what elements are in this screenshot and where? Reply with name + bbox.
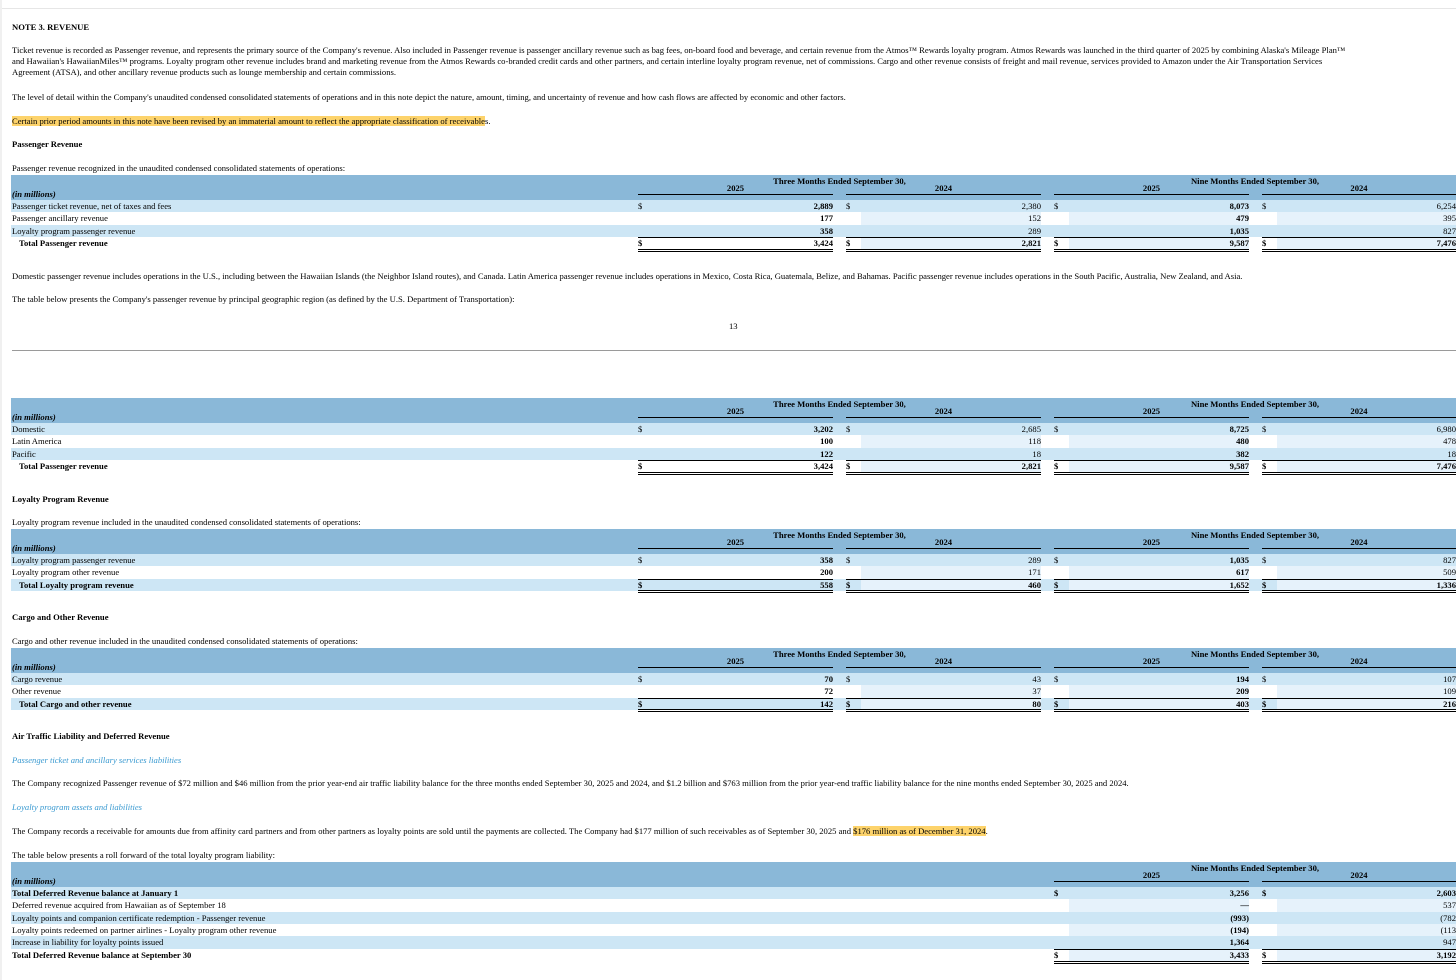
dollar-sign: $: [846, 238, 851, 248]
table-row: [11, 579, 1456, 591]
total-top-rule: [1262, 949, 1456, 950]
total-double-rule-2: [1262, 474, 1456, 475]
value-9m-2025: 209: [1236, 686, 1249, 697]
note-title: NOTE 3. REVENUE: [12, 22, 90, 32]
three-months-header: Three Months Ended September 30,: [773, 530, 906, 540]
total-top-rule: [1054, 949, 1249, 950]
row-label: Loyalty program passenger revenue: [12, 554, 136, 565]
nine-months-header: Nine Months Ended September 30,: [1190, 176, 1320, 186]
revision-highlight: Certain prior period amounts in this note have been revised by an immaterial amount to reflect the appropriate classification of receivable: [12, 116, 485, 126]
dollar-sign: $: [846, 461, 851, 471]
total-top-rule: [846, 460, 1041, 461]
total-double-rule-1: [846, 472, 1041, 473]
total-double-rule-1: [846, 709, 1041, 710]
value-q3-2025: 358: [820, 554, 833, 565]
in-millions-label: (in millions): [12, 662, 56, 673]
value-9m-2024: 509: [1443, 567, 1456, 578]
total-double-rule-2: [1262, 592, 1456, 593]
row-label: Domestic: [12, 423, 45, 434]
year-2025-n: 2025: [1142, 656, 1161, 667]
total-double-rule-2: [1054, 711, 1249, 712]
table-header-year-row: [11, 537, 1456, 554]
row-label: Passenger ancillary revenue: [12, 213, 108, 224]
value-q3-2025: 358: [820, 225, 833, 236]
dollar-sign: $: [846, 698, 851, 709]
year-2025-n-rule: [1054, 881, 1249, 882]
year-2025-n-rule: [1054, 417, 1249, 418]
row-label: Loyalty program other revenue: [12, 567, 120, 578]
value-9m-2025: 9,587: [1229, 238, 1249, 248]
year-2025-q: 2025: [726, 656, 745, 667]
value-9m-2025: 479: [1236, 213, 1249, 224]
value-9m-2024: 947: [1443, 937, 1456, 948]
domestic-note: Domestic passenger revenue includes operations in the U.S., including between the Hawaiian Islands (the Neighbor Island routes), and Canada. Latin America passenger revenue includes operations in Mexico, Costa Rica, Guatemala, Belize, and Bahamas. Pacific passenger revenue includes operations in the South Pacific, Australia, New Zealand, and Asia.: [12, 271, 1243, 281]
total-double-rule-2: [638, 251, 833, 252]
table-row: [11, 448, 1456, 460]
total-double-rule-2: [846, 711, 1041, 712]
value-9m-2025: 480: [1236, 436, 1249, 447]
total-double-rule-2: [638, 474, 833, 475]
intro-line-2: and Hawaiian's HawaiianMiles™ programs. Loyalty program other revenue includes brand and marketing revenue from the Atmos Rewards co-branded credit cards and other partners, and certain interline loyalty program revenue, net of commissions. Cargo and other revenue consists of freight and mail revenue, services provided to Amazon under the Air Transportation Services: [12, 56, 1323, 66]
value-q3-2025: 3,202: [813, 423, 833, 434]
value-q3-2025: 558: [820, 579, 833, 590]
year-2025-n-rule: [1054, 667, 1249, 668]
year-2024-n: 2024: [1350, 183, 1368, 194]
in-millions-label: (in millions): [12, 189, 56, 200]
value-9m-2025: 1,035: [1229, 225, 1249, 236]
total-top-rule: [638, 237, 833, 238]
intro-line-1: Ticket revenue is recorded as Passenger revenue, and represents the primary source of the Company's revenue. Also included in Passenger revenue is passenger ancillary revenue such as bag fees, on-board food and beverage, and certain revenue from the Atmos™ Rewards loyalty program. Atmos Rewards was launched in the third quarter of 2025 by combining Alaska's Mileage Plan™: [12, 45, 1346, 55]
row-label: Passenger ticket revenue, net of taxes and fees: [12, 200, 172, 211]
value-9m-2024: 7,476: [1436, 461, 1456, 471]
year-2024-n: 2024: [1350, 537, 1368, 548]
value-q3-2024: 2,685: [1021, 423, 1041, 434]
dollar-sign: $: [1262, 423, 1267, 434]
year-2024-q: 2024: [934, 537, 953, 548]
total-double-rule-2: [1262, 251, 1456, 252]
table-row: [11, 225, 1456, 237]
value-9m-2024: 107: [1443, 673, 1456, 684]
atl-paragraph-2-end: .: [985, 826, 988, 836]
value-q3-2024: 460: [1028, 579, 1041, 590]
page-break-rule: [12, 350, 1456, 351]
nine-months-header: Nine Months Ended September 30,: [1190, 399, 1320, 409]
year-2025-q: 2025: [726, 183, 745, 194]
year-2024-q-rule: [846, 417, 1041, 418]
row-label: Total Passenger revenue: [19, 238, 108, 248]
year-2024-n-rule: [1262, 194, 1456, 195]
value-q3-2025: 72: [824, 686, 833, 697]
dollar-sign: $: [1262, 698, 1267, 709]
row-label: Deferred revenue acquired from Hawaiian as of September 18: [12, 900, 226, 911]
table-row: [11, 212, 1456, 224]
value-q3-2025: 70: [824, 673, 833, 684]
year-2024-q: 2024: [934, 183, 953, 194]
year-2025-n: 2025: [1142, 537, 1161, 548]
dollar-sign: $: [638, 554, 643, 565]
total-top-rule: [1054, 698, 1249, 699]
total-double-rule-1: [1054, 249, 1249, 250]
atl-paragraph-2: [12, 826, 988, 836]
total-double-rule-1: [1054, 472, 1249, 473]
intro-line-3: Agreement (ATSA), and other ancillary revenue products such as lounge membership and certain commissions.: [12, 67, 396, 77]
table-row: [11, 460, 1456, 472]
value-q3-2024: 2,821: [1021, 461, 1041, 471]
table-row: [11, 554, 1456, 566]
nine-months-header: Nine Months Ended September 30,: [1190, 530, 1320, 540]
row-label: Loyalty program passenger revenue: [12, 225, 136, 236]
row-label: Loyalty points redeemed on partner airlines - Loyalty program other revenue: [12, 925, 277, 935]
passenger-intro: Passenger revenue recognized in the unaudited condensed consolidated statements of operations:: [12, 163, 346, 173]
three-months-header: Three Months Ended September 30,: [773, 176, 906, 186]
total-top-rule: [638, 698, 833, 699]
value-9m-2025: 9,587: [1229, 461, 1249, 471]
value-9m-2025: 1,652: [1229, 579, 1249, 590]
dollar-sign: $: [1054, 238, 1059, 248]
loyalty-heading: Loyalty Program Revenue: [12, 494, 109, 504]
row-label: Increase in liability for loyalty points issued: [12, 937, 164, 948]
year-2025-n: 2025: [1142, 870, 1161, 881]
total-top-rule: [1262, 237, 1456, 238]
three-months-header: Three Months Ended September 30,: [773, 649, 906, 659]
value-q3-2024: 289: [1028, 225, 1041, 236]
loyalty-intro: Loyalty program revenue included in the unaudited condensed consolidated statements of operations:: [12, 517, 361, 527]
row-label: Total Deferred Revenue balance at September 30: [12, 949, 192, 960]
value-q3-2024: 2,380: [1021, 200, 1041, 211]
table-row: [11, 924, 1456, 936]
year-2025-q-rule: [638, 667, 833, 668]
table-row: [11, 423, 1456, 435]
year-2025-n: 2025: [1142, 406, 1161, 417]
passenger-heading: Passenger Revenue: [12, 139, 83, 149]
dollar-sign: $: [1262, 200, 1267, 211]
value-9m-2025: 403: [1236, 698, 1249, 709]
year-2025-q-rule: [638, 194, 833, 195]
value-q3-2025: 142: [820, 698, 833, 709]
total-top-rule: [1262, 698, 1456, 699]
dollar-sign: $: [846, 554, 851, 565]
table-row: [11, 949, 1456, 961]
row-label: Loyalty points and companion certificate redemption - Passenger revenue: [12, 912, 266, 923]
total-top-rule: [1054, 237, 1249, 238]
total-top-rule: [1054, 460, 1249, 461]
dollar-sign: $: [1262, 673, 1267, 684]
dollar-sign: $: [638, 673, 643, 684]
year-2024-q-rule: [846, 548, 1041, 549]
dollar-sign: $: [1262, 887, 1267, 898]
row-label: Total Cargo and other revenue: [19, 698, 132, 709]
total-double-rule-1: [638, 709, 833, 710]
three-months-header: Three Months Ended September 30,: [773, 399, 906, 409]
dollar-sign: $: [1054, 673, 1059, 684]
dollar-sign: $: [1262, 579, 1267, 590]
value-9m-2024: (782: [1440, 912, 1456, 923]
dollar-sign: $: [1054, 949, 1059, 960]
dollar-sign: $: [1262, 238, 1267, 248]
table-row: [11, 698, 1456, 710]
total-double-rule-2: [1054, 963, 1249, 964]
table-row: [11, 237, 1456, 249]
intro-paragraph-2: The level of detail within the Company's unaudited condensed consolidated statements of operations and in this note depict the nature, amount, timing, and uncertainty of revenue and how cash flows are affected by economic and other factors.: [12, 92, 846, 102]
value-9m-2024: 7,476: [1436, 238, 1456, 248]
in-millions-label: (in millions): [12, 543, 56, 554]
value-9m-2025: 617: [1236, 567, 1249, 578]
row-label: Latin America: [12, 436, 62, 447]
value-q3-2025: 2,889: [813, 200, 833, 211]
dollar-sign: $: [846, 423, 851, 434]
table-row: [11, 899, 1456, 911]
region-intro: The table below presents the Company's passenger revenue by principal geographic region (as defined by the U.S. Department of Transportation):: [12, 294, 515, 304]
total-top-rule: [638, 579, 833, 580]
atl-paragraph-2-highlight: $176 million as of December 31, 2024: [853, 826, 986, 836]
row-label: Other revenue: [12, 686, 61, 697]
value-q3-2025: 122: [820, 448, 833, 459]
value-q3-2025: 100: [820, 436, 833, 447]
year-2024-n: 2024: [1350, 870, 1368, 881]
total-double-rule-1: [1262, 590, 1456, 591]
table-row: [11, 673, 1456, 685]
total-double-rule-2: [1262, 963, 1456, 964]
value-9m-2024: 6,980: [1436, 423, 1456, 434]
year-2024-q-rule: [846, 667, 1041, 668]
total-top-rule: [1262, 460, 1456, 461]
year-2024-n: 2024: [1350, 656, 1368, 667]
dollar-sign: $: [638, 698, 643, 709]
table-row: [11, 936, 1456, 948]
nine-months-header: Nine Months Ended September 30,: [1190, 863, 1320, 873]
year-2025-q-rule: [638, 548, 833, 549]
cargo-heading: Cargo and Other Revenue: [12, 612, 109, 622]
row-label: Total Loyalty program revenue: [19, 579, 134, 590]
value-9m-2024: 2,603: [1436, 887, 1456, 898]
table-row: [11, 912, 1456, 924]
total-double-rule-2: [846, 474, 1041, 475]
dollar-sign: $: [1054, 461, 1059, 471]
value-q3-2024: 118: [1028, 436, 1041, 447]
value-9m-2024: 6,254: [1436, 200, 1456, 211]
row-label: Total Deferred Revenue balance at January 1: [12, 887, 179, 898]
dollar-sign: $: [1054, 423, 1059, 434]
page-number: 13: [729, 321, 738, 331]
dollar-sign: $: [1262, 554, 1267, 565]
value-9m-2024: 3,192: [1436, 949, 1456, 960]
dollar-sign: $: [638, 579, 643, 590]
value-9m-2024: 109: [1443, 686, 1456, 697]
value-9m-2024: 478: [1443, 436, 1456, 447]
dollar-sign: $: [1262, 461, 1267, 471]
year-2025-n-rule: [1054, 548, 1249, 549]
total-double-rule-1: [1262, 709, 1456, 710]
total-top-rule: [846, 579, 1041, 580]
year-2024-q: 2024: [934, 656, 953, 667]
total-top-rule: [846, 237, 1041, 238]
value-9m-2025: 8,725: [1229, 423, 1249, 434]
page-left-edge: [0, 0, 2, 980]
total-double-rule-1: [846, 249, 1041, 250]
total-double-rule-2: [1054, 251, 1249, 252]
total-double-rule-1: [1262, 472, 1456, 473]
dollar-sign: $: [846, 673, 851, 684]
year-2025-q: 2025: [726, 406, 745, 417]
total-top-rule: [1054, 579, 1249, 580]
year-2025-n-rule: [1054, 194, 1249, 195]
value-9m-2025: 3,433: [1229, 949, 1249, 960]
atl-paragraph-2-text: The Company records a receivable for amounts due from affinity card partners and from other partners as loyalty points are sold until the payments are collected. The Company had $177 million of such receivables as of September 30, 2025 and: [12, 826, 854, 836]
total-double-rule-1: [638, 249, 833, 250]
dollar-sign: $: [846, 200, 851, 211]
table-header-year-row: [11, 406, 1456, 423]
total-double-rule-1: [1054, 590, 1249, 591]
value-9m-2025: (993): [1230, 912, 1249, 923]
total-double-rule-2: [1262, 711, 1456, 712]
value-9m-2025: 8,073: [1229, 200, 1249, 211]
total-top-rule: [846, 698, 1041, 699]
year-2024-n-rule: [1262, 667, 1456, 668]
total-double-rule-1: [1262, 961, 1456, 962]
total-double-rule-2: [638, 592, 833, 593]
value-9m-2024: (113: [1440, 925, 1456, 935]
table-row: [11, 685, 1456, 697]
year-2025-q: 2025: [726, 537, 745, 548]
total-double-rule-2: [638, 711, 833, 712]
row-label: Total Passenger revenue: [19, 461, 108, 471]
year-2024-n-rule: [1262, 881, 1456, 882]
total-double-rule-2: [846, 592, 1041, 593]
value-9m-2024: 827: [1443, 225, 1456, 236]
value-q3-2024: 37: [1032, 686, 1041, 697]
total-top-rule: [638, 460, 833, 461]
dollar-sign: $: [638, 423, 643, 434]
atl-paragraph-1: The Company recognized Passenger revenue of $72 million and $46 million from the prior year-end air traffic liability balance for the three months ended September 30, 2025 and 2024, and $1.2 billion and $763 million from the prior year-end traffic liability balance for the nine months ended September 30, 2025 and 2024.: [12, 778, 1129, 788]
value-q3-2025: 177: [820, 213, 833, 224]
table-header-year-row: [11, 656, 1456, 673]
value-q3-2024: 171: [1028, 567, 1041, 578]
value-q3-2024: 2,821: [1021, 238, 1041, 248]
value-9m-2024: 537: [1443, 900, 1456, 911]
value-q3-2024: 43: [1032, 673, 1041, 684]
total-double-rule-1: [1054, 709, 1249, 710]
total-double-rule-1: [1054, 961, 1249, 962]
table-row: [11, 200, 1456, 212]
value-9m-2025: 1,035: [1229, 554, 1249, 565]
value-9m-2025: 194: [1236, 673, 1249, 684]
total-double-rule-1: [1262, 249, 1456, 250]
page-top-rule: [0, 8, 1456, 9]
value-q3-2024: 289: [1028, 554, 1041, 565]
atl-heading: Air Traffic Liability and Deferred Revenue: [12, 731, 170, 741]
dollar-sign: $: [1262, 949, 1267, 960]
dollar-sign: $: [1054, 698, 1059, 709]
table-row: [11, 435, 1456, 447]
total-double-rule-1: [638, 590, 833, 591]
value-9m-2025: (194): [1230, 925, 1249, 935]
value-9m-2025: 382: [1236, 448, 1249, 459]
year-2024-q-rule: [846, 194, 1041, 195]
in-millions-label: (in millions): [12, 876, 56, 887]
table-header-year-row: [11, 870, 1456, 887]
total-double-rule-2: [1054, 592, 1249, 593]
dollar-sign: $: [638, 461, 643, 471]
value-9m-2024: 216: [1443, 698, 1456, 709]
year-2024-n: 2024: [1350, 406, 1368, 417]
dollar-sign: $: [638, 238, 643, 248]
value-q3-2024: 18: [1032, 448, 1041, 459]
value-q3-2024: 152: [1028, 213, 1041, 224]
year-2024-n-rule: [1262, 417, 1456, 418]
table-header-year-row: [11, 183, 1456, 200]
total-double-rule-2: [846, 251, 1041, 252]
total-double-rule-1: [638, 472, 833, 473]
dollar-sign: $: [1054, 554, 1059, 565]
rollforward-intro: The table below presents a roll forward of the total loyalty program liability:: [12, 850, 275, 860]
value-9m-2024: 18: [1447, 448, 1456, 459]
table-row: [11, 566, 1456, 578]
value-9m-2024: 1,336: [1436, 579, 1456, 590]
dollar-sign: $: [638, 200, 643, 211]
total-top-rule: [1262, 579, 1456, 580]
intro-paragraph: [12, 45, 1452, 78]
value-q3-2025: 200: [820, 567, 833, 578]
value-9m-2024: 827: [1443, 554, 1456, 565]
year-2024-n-rule: [1262, 548, 1456, 549]
value-q3-2025: 3,424: [813, 461, 833, 471]
total-double-rule-2: [1054, 474, 1249, 475]
table-row: [11, 887, 1456, 899]
revision-tail: s.: [484, 116, 491, 126]
atl-subheading-loyalty[interactable]: Loyalty program assets and liabilities: [12, 802, 143, 812]
value-9m-2025: 3,256: [1229, 887, 1249, 898]
value-9m-2025: —: [1240, 900, 1249, 911]
year-2025-q-rule: [638, 417, 833, 418]
value-9m-2025: 1,364: [1229, 937, 1249, 948]
year-2025-n: 2025: [1142, 183, 1161, 194]
dollar-sign: $: [1054, 887, 1059, 898]
revision-note: [12, 116, 490, 126]
dollar-sign: $: [1054, 579, 1059, 590]
nine-months-header: Nine Months Ended September 30,: [1190, 649, 1320, 659]
dollar-sign: $: [846, 579, 851, 590]
atl-subheading-passenger[interactable]: Passenger ticket and ancillary services liabilities: [12, 755, 182, 765]
row-label: Pacific: [12, 448, 36, 459]
cargo-intro: Cargo and other revenue included in the unaudited condensed consolidated statements of operations:: [12, 636, 358, 646]
value-9m-2024: 395: [1443, 213, 1456, 224]
in-millions-label: (in millions): [12, 412, 56, 423]
row-label: Cargo revenue: [12, 673, 63, 684]
value-q3-2025: 3,424: [813, 238, 833, 248]
year-2024-q: 2024: [934, 406, 953, 417]
total-double-rule-1: [846, 590, 1041, 591]
value-q3-2024: 80: [1032, 698, 1041, 709]
dollar-sign: $: [1054, 200, 1059, 211]
